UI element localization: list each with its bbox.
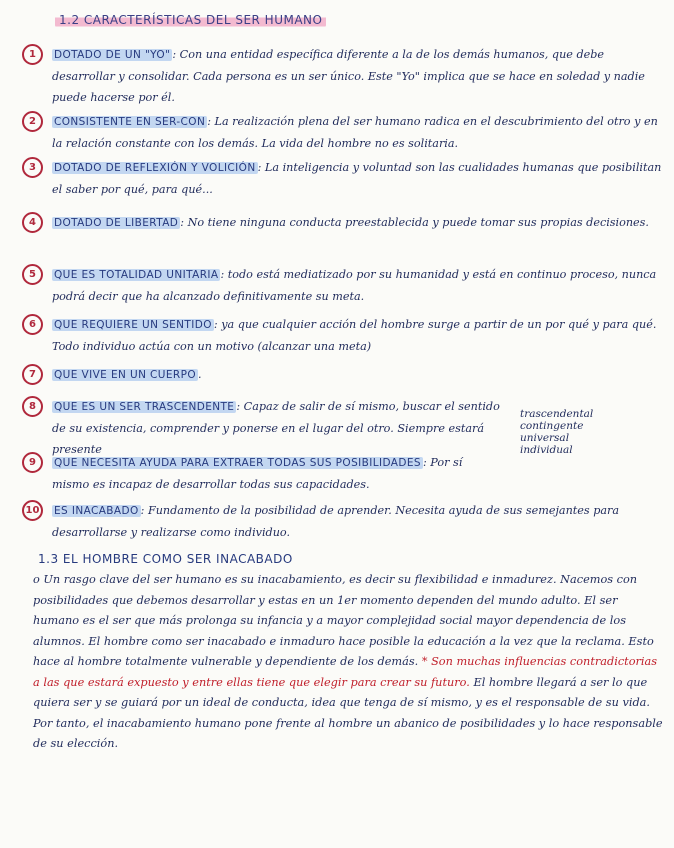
item-text: : La realización plena del ser humano radica en el descubrimiento del otro y en la relación constante con los demás. La vida del hombre no es solitaria. [52,115,658,150]
branch-item: trascendental [520,408,594,420]
item-text: . [198,368,202,381]
item-number: 6 [22,314,43,335]
item-text: : Fundamento de la posibilidad de aprender. Necesita ayuda de sus semejantes para desarrollarse y realizarse como individuo. [52,504,620,539]
item-heading: QUE VIVE EN UN CUERPO [54,369,197,381]
list-item [22,364,662,386]
list-item [22,212,662,234]
item-number: 8 [22,396,43,417]
item-text: : ya que cualquier acción del hombre surge a partir de un por qué y para qué. Todo individuo actúa con un motivo (alcanzar una meta) [52,318,657,353]
item-number: 2 [22,111,43,132]
item-heading: QUE ES UN SER TRASCENDENTE [54,401,235,413]
item-heading: QUE NECESITA AYUDA PARA EXTRAER TODAS SUS POSIBILIDADES [54,457,421,469]
item-text: : No tiene ninguna conducta preestablecida y puede tomar sus propias decisiones. [180,216,649,229]
item-number: 5 [22,264,43,285]
item-heading: DOTADO DE UN "YO" [54,49,171,61]
item-text: : todo está mediatizado por su humanidad y está en continuo proceso, nunca podrá decir que ha alcanzado definitivamente su meta. [52,268,657,303]
branch-item: contingente [520,420,584,432]
item-heading: QUE REQUIERE UN SENTIDO [54,319,212,331]
list-item [22,111,662,154]
paragraph-text: El hombre llegará a ser lo que quiera ser y se guiará por un ideal de conducta, idea que tenga de sí mismo, y es el responsable de su vida. Por tanto, el inacabamiento humano pone frente al hombre un abanico de posibilidades y lo hace responsable de su elección. [33,675,663,750]
item-number: 10 [22,500,43,521]
list-item [22,314,662,357]
presence-branch-list [520,408,593,456]
section-paragraph [33,570,663,755]
page-title: 1.2 CARACTERÍSTICAS DEL SER HUMANO [55,12,326,28]
item-text: : Por sí mismo es incapaz de desarrollar todas sus capacidades. [52,456,463,491]
list-item [22,396,502,460]
item-heading: DOTADO DE LIBERTAD [54,217,179,229]
list-item [22,157,662,200]
branch-item: individual [520,444,573,456]
branch-item: universal [520,432,570,444]
paragraph-text: o Un rasgo clave del ser humano es su inacabamiento, es decir su flexibilidad e inmadurez. Nacemos con posibilidades que debemos desarrollar y estas en un 1er momento dependen del mundo adulto. El ser humano es el ser que más prolonga su infancia y a mayor complejidad social mayor dependencia de los alumnos. El hombre como ser inacabado e inmaduro hace posible la educación a la vez que la reclama. Esto hace al hombre totalmente vulnerable y dependiente de los demás. [33,573,654,668]
list-item [22,452,502,495]
item-heading: ES INACABADO [54,505,139,517]
section-title: 1.3 EL HOMBRE COMO SER INACABADO [38,552,293,566]
item-number: 7 [22,364,43,385]
item-text: : La inteligencia y voluntad son las cualidades humanas que posibilitan el saber por qué, para qué... [52,161,662,196]
list-item [22,500,662,543]
list-item [22,44,662,108]
item-number: 1 [22,44,43,65]
item-number: 9 [22,452,43,473]
item-number: 3 [22,157,43,178]
item-heading: DOTADO DE REFLEXIÓN Y VOLICIÓN [54,162,256,174]
paragraph-red-note: * Son muchas influencias contradictorias a las que estará expuesto y entre ellas tiene que elegir para crear su futuro. [33,655,658,689]
item-number: 4 [22,212,43,233]
item-text: : Con una entidad específica diferente a la de los demás humanos, que debe desarrollar y consolidar. Cada persona es un ser único. Este "Yo" implica que se hace en soledad y nadie puede hacerse por él. [52,48,645,104]
item-text: : Capaz de salir de sí mismo, buscar el sentido de su existencia, comprender y ponerse en el lugar del otro. Siempre estará presente [52,400,500,456]
item-heading: QUE ES TOTALIDAD UNITARIA [54,269,219,281]
list-item [22,264,662,307]
item-heading: CONSISTENTE EN SER-CON [54,116,206,128]
